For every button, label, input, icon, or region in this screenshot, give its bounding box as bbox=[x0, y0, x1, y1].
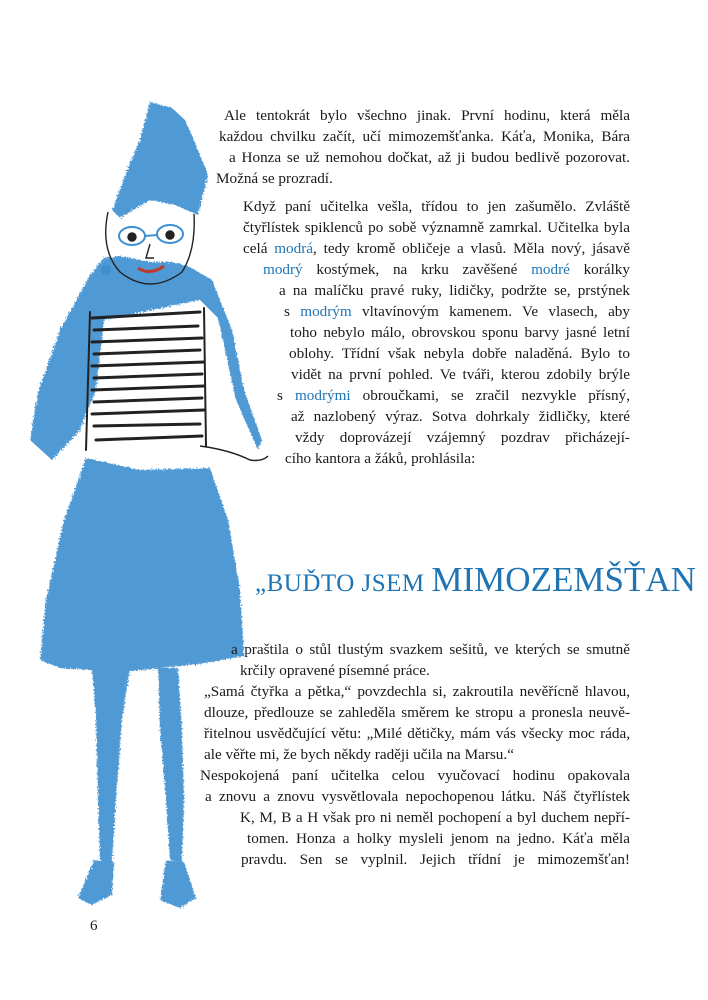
highlighted-word: modrý bbox=[263, 261, 303, 278]
text-line bbox=[263, 259, 630, 280]
text-line bbox=[247, 828, 630, 849]
text-segment: s bbox=[277, 387, 295, 404]
text-segment: ale věřte mi, že bych někdy raději učila na Marsu.“ bbox=[204, 746, 514, 763]
text-segment: toho nebylo málo, obrovskou sponu barvy jasné letní bbox=[290, 324, 630, 341]
text-segment: vltavínovým kamenem. Ve vlasech, aby bbox=[351, 303, 630, 320]
text-line bbox=[240, 660, 440, 681]
text-segment: celá bbox=[243, 240, 275, 257]
text-line bbox=[289, 343, 630, 364]
text-line bbox=[200, 765, 630, 786]
text-segment: Když paní učitelka vešla, třídou to jen zašumělo. Zvláště bbox=[243, 198, 630, 215]
text-line bbox=[240, 807, 630, 828]
text-segment: dlouze, předlouze se zahleděla směrem ke stropu a pronesla neuvě- bbox=[204, 704, 630, 721]
highlighted-word: modrým bbox=[300, 303, 352, 320]
text-segment: řitelnou usvědčující větu: „Milé dětičky, mám vás všecky moc ráda, bbox=[204, 725, 630, 742]
text-line bbox=[291, 406, 630, 427]
text-segment: obroučkami, se zračil nezvykle přísný, bbox=[350, 387, 630, 404]
text-segment: korálky bbox=[569, 261, 630, 278]
text-segment: a na malíčku pravé ruky, lidičky, podržte se, prstýnek bbox=[279, 282, 630, 299]
text-line bbox=[290, 322, 630, 343]
text-segment: „Samá čtyřka a pětka,“ povzdechla si, zakroutila nevěřícně hlavou, bbox=[204, 683, 630, 700]
text-line bbox=[295, 427, 630, 448]
text-segment: a Honza se už nemohou dočkat, až ji budou bedlivě pozorovat. bbox=[229, 149, 630, 166]
text-segment: pravdu. Sen se vyplnil. Jejich třídní je mimozemšťan! bbox=[241, 851, 630, 868]
page-number: 6 bbox=[90, 918, 98, 934]
text-segment: , tedy kromě obličeje a vlasů. Měla nový, jásavě bbox=[313, 240, 631, 257]
text-segment: každou chvilku začít, učí mimozemšťanka. Káťa, Monika, Bára bbox=[219, 128, 630, 145]
text-line bbox=[229, 147, 630, 168]
text-line bbox=[231, 639, 630, 660]
notebook-stack bbox=[86, 308, 206, 450]
text-line bbox=[279, 280, 630, 301]
text-segment: tomen. Honza a holky mysleli jenom na jedno. Káťa měla bbox=[247, 830, 630, 847]
text-line bbox=[291, 364, 630, 385]
headline-prefix: „BUĎTO JSEM bbox=[255, 570, 432, 597]
chapter-headline bbox=[255, 560, 695, 600]
text-segment: čtyřlístek spiklenců po sobě významně zamrkal. Učitelka byla bbox=[243, 219, 630, 236]
text-segment: s bbox=[284, 303, 301, 320]
text-line bbox=[216, 168, 396, 189]
highlighted-word: modrými bbox=[294, 387, 351, 404]
text-line bbox=[243, 217, 630, 238]
text-segment: Nespokojená paní učitelka celou vyučovací hodinu opakovala bbox=[200, 767, 630, 784]
headline-main: MIMOZEMŠŤAN bbox=[431, 560, 696, 599]
text-segment: krčily opravené písemné práce. bbox=[240, 662, 430, 679]
text-segment: vidět na první pohled. Ve tváři, kterou zdobily brýle bbox=[291, 366, 630, 383]
text-line bbox=[277, 385, 630, 406]
text-line bbox=[241, 849, 630, 870]
highlighted-word: modrá bbox=[274, 240, 314, 257]
text-line bbox=[284, 301, 630, 322]
text-segment: až nazlobený výraz. Sotva dohrkaly židličky, které bbox=[291, 408, 630, 425]
highlighted-word: modré bbox=[531, 261, 570, 278]
text-line bbox=[204, 702, 630, 723]
text-segment: cího kantora a žáků, prohlásila: bbox=[285, 450, 476, 467]
text-segment: a znovu a znovu vysvětlovala nepochopenou látku. Náš čtyřlístek bbox=[205, 788, 630, 805]
text-segment: vždy doprovázejí vzájemný pozdrav přicházejí- bbox=[295, 429, 630, 446]
text-line bbox=[243, 196, 630, 217]
text-segment: oblohy. Třídní však nebyla dobře naladěná. Bylo to bbox=[289, 345, 630, 362]
text-segment: a praštila o stůl tlustým svazkem sešitů, ve kterých se smutně bbox=[231, 641, 630, 658]
text-segment: Ale tentokrát bylo všechno jinak. První hodinu, která měla bbox=[224, 107, 630, 124]
text-segment: kostýmek, na krku zavěšené bbox=[302, 261, 532, 278]
text-line bbox=[204, 744, 544, 765]
text-line bbox=[204, 681, 630, 702]
text-segment: K, M, B a H však pro ni neměl pochopení a byl duchem nepří- bbox=[240, 809, 630, 826]
text-line bbox=[204, 723, 630, 744]
text-line bbox=[224, 105, 630, 126]
text-segment: Možná se prozradí. bbox=[216, 170, 333, 187]
text-line bbox=[243, 238, 630, 259]
text-line bbox=[205, 786, 630, 807]
text-line bbox=[285, 448, 585, 469]
text-line bbox=[219, 126, 630, 147]
